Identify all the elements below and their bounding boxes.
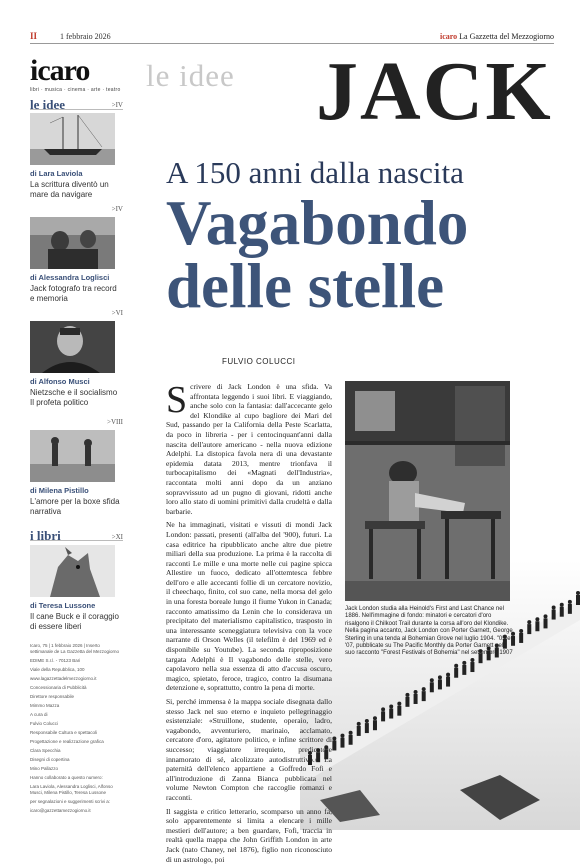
issue-date: 1 febbraio 2026 (60, 32, 111, 41)
byline: FULVIO COLUCCI (222, 357, 296, 366)
newspaper-name: La Gazzetta del Mezzogiorno (459, 32, 554, 41)
page-ref: >IV (111, 205, 123, 213)
wolf-dog-photo (30, 545, 115, 597)
article-paragraph: Il saggista e critico letterario, scomparso un anno fa, solo apparentemente si limita a elencare i mille mestieri dell'autore; a ben guardare, Fofi, traccia in realtà quella mappa che John Griffith London in arte Jack (nato Chaney, nel 1876), figlio non riconosciuto di un astrologo, poi (166, 806, 332, 864)
page-ref: >VI (111, 309, 123, 317)
climber-figure (397, 706, 401, 716)
climber-figure (332, 740, 336, 750)
logo-tagline: libri · musica · cinema · arte · teatro (30, 87, 121, 93)
climber-head (462, 661, 466, 665)
climber-head (535, 617, 539, 621)
nietzsche-portrait (30, 321, 115, 373)
article-blurb: Il cane Buck e il coraggio di essere liberi (30, 612, 119, 631)
climber-figure (381, 711, 385, 721)
climber-head (527, 620, 531, 624)
credits-box (30, 643, 123, 817)
sidebar-item-2[interactable] (30, 205, 123, 304)
climber-head (544, 614, 548, 618)
credit-line: Viale della Repubblica, 100 (30, 667, 85, 672)
climber-figure (527, 624, 531, 634)
sidebar-item-4[interactable] (30, 418, 123, 517)
header-brand (440, 32, 554, 41)
climber-head (340, 734, 344, 738)
climber-figure (430, 682, 434, 692)
page-ref: >IV (111, 101, 123, 109)
boxing-photo (30, 430, 115, 482)
climber-figure (462, 665, 466, 675)
page-ref: >XI (111, 533, 123, 541)
article-paragraph (166, 379, 332, 516)
photo-caption: Jack London studia alla Heinold's First and Last Chance nel 1886. Nell'immagine di fondo: minatori e cercatori d'oro risalgono il Chilkoot Trail durante la corsa all'oro del Klondike. Nella pagina accanto, Jack London con Porter Garnett, George Sterling in una tenda al Bohemian Grove nel luglio 1904. "05 e '07, pubblicate su The Pacific Monthly da Porter Garnett nel suo racconto "Forest Festivals of Bohemia" nel settembre 1907 (345, 606, 513, 657)
climber-head (560, 603, 564, 607)
sidebar-section-idee (30, 96, 123, 110)
page-ref: >VIII (107, 418, 123, 426)
photographer-photo (30, 217, 115, 269)
article-author: di Alessandra Loglisci (30, 273, 110, 282)
drop-cap: S (166, 379, 188, 421)
article-author: di Teresa Lussone (30, 601, 96, 610)
credit-line: Fulvio Colucci (30, 721, 59, 726)
section-label: le idee (146, 58, 235, 93)
credit-line: EDIME S.r.l. - 70123 Bari (30, 658, 81, 663)
climber-figure (422, 691, 426, 701)
credit-line: Concessionaria di Pubblicità (30, 685, 87, 690)
sidebar-section-libri (30, 527, 123, 541)
credit-line: Hanno collaborato a questo numero: (30, 775, 103, 780)
sidebar-item-3[interactable] (30, 309, 123, 408)
climber-head (576, 591, 580, 595)
article-author: di Lara Laviola (30, 169, 83, 178)
climber-figure (340, 738, 344, 748)
kicker-title: JACK (316, 45, 553, 138)
climber-figure (552, 610, 556, 620)
climber-figure (373, 720, 377, 730)
climber-figure (405, 697, 409, 707)
climber-head (568, 600, 572, 604)
climber-figure (365, 723, 369, 733)
climber-head (381, 707, 385, 711)
credit-line: Responsabile Cultura e spettacoli (30, 730, 98, 735)
article-paragraph: Si, perché immensa è la mappa sociale disegnata dallo stesso Jack nel suo eterno e inquieto pellegrinaggio esistenziale: «Struillone, studente, operaio, ladro, vagabondo, avventuriero, marinaio, acclamato, cercatore d'oro, agitatore politico, e infine scrittore di successo; viaggiatore irrequieto, predicatore innamorato di sé, alcolizzato autodistruttivo.» La paternità dell'elenco appartiene a Goffredo Fofi e all'introduzione di Zanna Bianca pubblicata nel volume Newton Compton che raccoglie romanzi e racconti. (166, 697, 332, 802)
climber-figure (389, 709, 393, 719)
article-blurb: Jack fotografo tra record e memoria (30, 284, 117, 303)
climber-figure (349, 735, 353, 745)
climber-head (349, 731, 353, 735)
paragraph-text: crivere di Jack London è una sfida. Va affrontata leggendo i suoi libri. E viaggiando, anche solo con la fantasia: dall'accecante gelo del Klondike al cupo bagliore dei Mari del Sud, passando per la California della Peste Scarlatta, da poco in libreria - per i centocinquant'anni dalla nascita dell'autore americano - nella nuova edizione Adelphi. La distopica favola nera di una devastante epidemia datata 2013, mentre trionfava il turbocapitalismo dei «Magnati dell'Industria», raccontata molti anni dopo da un anziano sopravvissuto ad un pugno di giovani, ridotti anche loro allo stato di uomini primitivi dalla crudeltà e dalla barbarie. (166, 382, 332, 516)
climber-head (519, 629, 523, 633)
credit-line: Lara Laviola, Alessandra Loglisci, Alfonso Musci, Milena Pistillo, Teresa Lussone (30, 784, 113, 795)
climber-head (405, 693, 409, 697)
headline-line-1: Vagabondo (166, 188, 469, 258)
header-brand-name: icaro (439, 32, 458, 41)
article-blurb: La scrittura diventò un mare da navigare (30, 180, 109, 199)
climber-head (332, 736, 336, 740)
climber-head (446, 673, 450, 677)
climber-figure (576, 595, 580, 605)
climber-figure (357, 726, 361, 736)
climber-head (422, 687, 426, 691)
credit-line: Direttore responsabile (30, 694, 75, 699)
climber-head (397, 702, 401, 706)
climber-figure (560, 607, 564, 617)
credit-line: A cura di (30, 712, 48, 717)
credit-line: Disegni di copertina (30, 757, 70, 762)
credit-line: Progettazione e realizzazione grafica (30, 739, 104, 744)
climber-head (389, 705, 393, 709)
climber-head (365, 719, 369, 723)
article-author: di Milena Pistillo (30, 486, 89, 495)
climber-head (357, 722, 361, 726)
climber-figure (470, 662, 474, 672)
jack-london-studying-photo (345, 381, 510, 601)
climber-head (414, 690, 418, 694)
article-author: di Alfonso Musci (30, 377, 90, 386)
credit-line: Clara Specchia (30, 748, 61, 753)
article-blurb: Nietzsche e il socialismo Il profeta politico (30, 388, 118, 407)
credit-line: www.lagazzettadelmezzogiorno.it (30, 676, 97, 681)
climber-figure (544, 618, 548, 628)
article-blurb: L'amore per la boxe sfida narrativa (30, 497, 120, 516)
section-title-libri: i libri (30, 528, 61, 543)
climber-head (430, 678, 434, 682)
sidebar (30, 56, 123, 836)
article-paragraph: Ne ha immaginati, visitati e vissuti di mondi Jack London: passati, presenti (all'alba del '900), futuri. La casa editrice ha ripubblicato anche altre due pietre miliari della sua produzione. La prima è la raccolta di racconti Le mille e una morte nelle cui pagine spicca Allestire un fuoco, dedicato all'ottemtesca febbre dell'oro e alle accecanti follie di un cercatore novizio, il cheechaqo, finito, col suo cane, nella morsa del gelo in una foresta boreale lungo il fiume Yukon in Canada; racconto amatissimo da Lenin che lo considerava un precipitato del materialismo capitalistico, trasposto in una interessante sceneggiatura televisiva con la voce narrante di Orson Welles (il telefilm è del 1969 ed è disponibile su Youtube). La seconda riproposizione targata Adelphi è Il vagabondo delle stelle, vero capolavoro nella sua essenza di atto d'accusa oscuro, magico, spietato, feroce, tragico, contro la disumana detenzione e, soprattutto, contro la pena di morte. (166, 520, 332, 693)
climber-figure (414, 694, 418, 704)
credit-line: Mimmo Mazza (30, 703, 60, 708)
credit-line: Icaro, 75 | 1 febbraio 2026 | Inserto settimanale de La Gazzetta del Mezzogiorno (30, 643, 120, 654)
credit-line: Mino Pallazzo (30, 766, 59, 771)
climber-figure (446, 677, 450, 687)
subtitle: A 150 anni dalla nascita (166, 155, 464, 190)
climber-head (552, 606, 556, 610)
credit-line: per segnalazioni e suggerimenti scrivi a: (30, 799, 111, 804)
article-body (166, 379, 332, 868)
climber-figure (519, 633, 523, 643)
climber-head (373, 716, 377, 720)
climber-head (438, 675, 442, 679)
climber-figure (568, 604, 572, 614)
climber-figure (438, 679, 442, 689)
climber-figure (454, 668, 458, 678)
section-title-idee: le idee (30, 97, 66, 112)
climber-head (470, 658, 474, 662)
logo-name: icaro (30, 54, 90, 87)
ship-photo (30, 113, 115, 165)
credit-line: icaro@gazzettamezzogiorno.it (30, 808, 91, 813)
page-number: II (30, 31, 38, 41)
icaro-logo (30, 56, 123, 86)
climber-figure (535, 621, 539, 631)
climber-head (454, 664, 458, 668)
headline-line-2: delle stelle (166, 251, 445, 321)
